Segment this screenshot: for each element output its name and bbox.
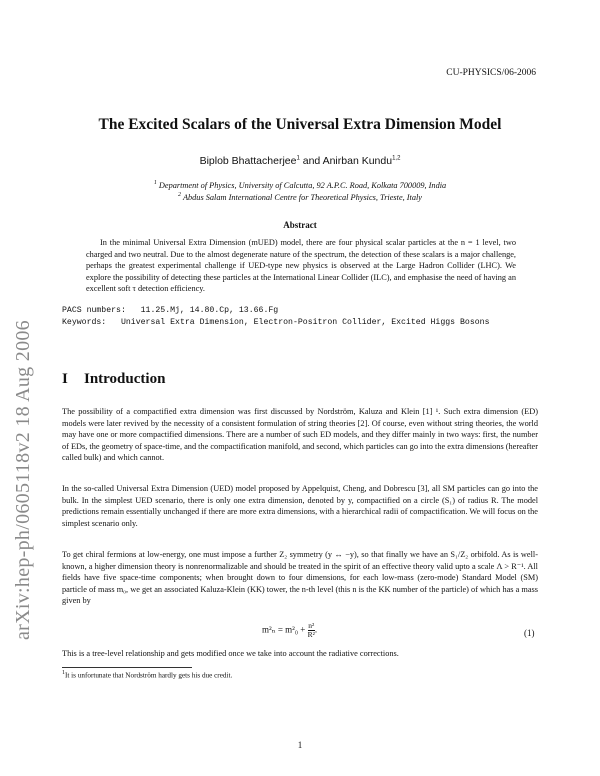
affiliation (0, 192, 600, 202)
affiliation-mark: 1 (153, 180, 157, 186)
equation-denominator: R² (307, 630, 315, 639)
page-number: 1 (297, 740, 303, 750)
footnote (62, 670, 232, 679)
pacs-line (62, 306, 278, 315)
author-name: Biplob Bhattacherjee (199, 155, 297, 167)
author-name: Anirban Kundu (322, 155, 393, 167)
keywords-line (62, 318, 489, 327)
abstract-text: In the minimal Universal Extra Dimension (mUED) model, there are four physical scalar particles at the n = 1 level, two charged and two neutral. Due to the almost degenerate nature of the spectrum, the detection of these scalars is a major challenge, perhaps the greatest experimental challenge if UED-type new physics is observed at the Large Hadron Collider (LHC). We explore the possibility of detecting these particles at the International Linear Collider (ILC), and emphasise the need of having an excellent soft τ detection efficiency. (86, 238, 516, 294)
pacs-label: PACS numbers: (62, 306, 126, 315)
pacs-values: 11.25.Mj, 14.80.Cp, 13.66.Fg (140, 306, 279, 315)
affiliation (0, 180, 600, 190)
arxiv-identifier: arXiv:hep-ph/0605118v2 18 Aug 2006 (12, 320, 34, 640)
equation-end: . (314, 624, 318, 635)
paragraph: In the so-called Universal Extra Dimension (UED) model proposed by Appelquist, Cheng, and Dobrescu [3], all SM particles can go into the bulk. In the simplest UED scenario, there is only one extra dimension, denoted by y, compactified on a circle (S₁) of radius R. The model predictions remain essentially unchanged if there are more extra dimensions, with a hierarchical radii of compactification. We will focus on the simplest scenario only. (62, 484, 538, 528)
author-affiliation-mark: 1 (296, 155, 300, 162)
equation-fraction (307, 621, 318, 639)
paragraph: The possibility of a compactified extra dimension was first discussed by Nordström, Kaluza and Klein [1] ¹. Such extra dimension (ED) models were later revived by the necessity of a consistent formulation of string theories [2]. Of course, even without string theories, the world may have one or more compactified dimensions. There are a number of such ED models, and they differ mainly in two ways: first, the number of EDs, the geometry of space-time, and the compactification manifold, and second, which particles can go into the extra dimensions (hereafter called bulk) and which cannot. (62, 407, 538, 463)
footnote-rule (62, 667, 192, 668)
paragraph: This is a tree-level relationship and gets modified once we take into account the radiative corrections. (62, 649, 399, 658)
keywords-values: Universal Extra Dimension, Electron-Positron Collider, Excited Higgs Bosons (120, 318, 490, 327)
arxiv-sidebar-stamp (10, 180, 34, 640)
footnote-mark: 1 (62, 670, 65, 676)
equation-lhs: m²ₙ = m²₀ + (262, 624, 308, 635)
author-line (0, 155, 600, 167)
abstract-heading: Abstract (283, 220, 317, 230)
affiliation-mark: 2 (178, 192, 181, 198)
paragraph: To get chiral fermions at low-energy, one must impose a further Z₂ symmetry (y ↔ −y), so that finally we have an S₁/Z₂ orbifold. As is well-known, a higher dimension theory is nonrenormalizable and should be treated in the spirit of an effective theory valid upto a scale Λ > R⁻¹. All fields have five space-time components; when brought down to four dimensions, for each low-mass (zero-mode) Standard Model (SM) particle of mass m₀, we get an associated Kaluza-Klein (KK) tower, the n-th level (this n is the KK number of the particle) of which has a mass given by (62, 550, 538, 606)
section-number: I (62, 371, 68, 387)
affiliation-text: Abdus Salam International Centre for Theoretical Physics, Trieste, Italy (182, 192, 422, 202)
affiliation-text: Department of Physics, University of Calcutta, 92 A.P.C. Road, Kolkata 700009, India (158, 180, 447, 190)
report-number: CU-PHYSICS/06-2006 (446, 68, 536, 78)
section-heading (62, 371, 165, 388)
equation-number: (1) (524, 628, 535, 638)
equation-numerator: n² (308, 621, 315, 630)
keywords-label: Keywords: (62, 318, 107, 327)
author-affiliation-mark: 1,2 (392, 155, 401, 162)
section-title: Introduction (84, 371, 166, 387)
author-conjunction: and (299, 155, 323, 167)
paper-title: The Excited Scalars of the Universal Extra Dimension Model (98, 116, 502, 133)
footnote-text: It is unfortunate that Nordström hardly gets his due credit. (65, 671, 233, 680)
